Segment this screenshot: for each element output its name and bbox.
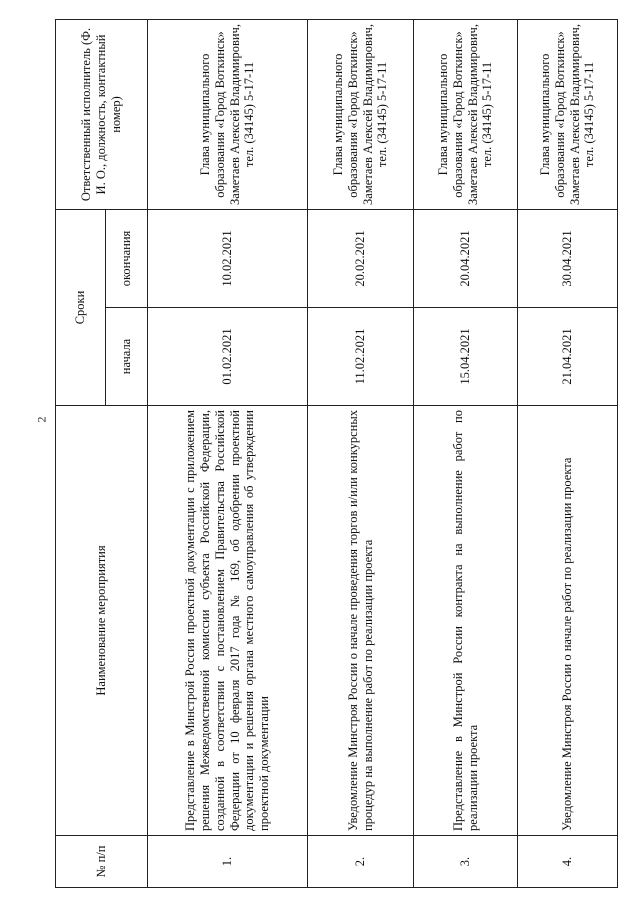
row-executor: Глава муниципального образования «Город Воткинск» Заметаев Алексей Владимирович, тел. (34145) 5-17-11 (308, 19, 414, 209)
row-executor: Глава муниципального образования «Город Воткинск» Заметаев Алексей Владимирович, тел. (34145) 5-17-11 (148, 19, 308, 209)
row-num: 2. (308, 836, 414, 888)
row-num: 3. (414, 836, 518, 888)
header-deadlines: Сроки (56, 209, 106, 405)
page-number: 2 (34, 416, 49, 423)
row-description: Уведомление Минстроя России о начале проведения торгов и/или конкурсных процедур на выполнение работ по реализации проекта (308, 406, 414, 836)
table-row (308, 19, 414, 887)
row-start-date: 15.04.2021 (414, 308, 518, 406)
row-end-date: 20.02.2021 (308, 209, 414, 307)
header-end: окончания (106, 209, 148, 307)
rotated-table-container (55, 20, 597, 888)
row-executor: Глава муниципального образования «Город Воткинск» Заметаев Алексей Владимирович, тел. (34145) 5-17-11 (414, 19, 518, 209)
table-row (518, 19, 618, 887)
row-num: 1. (148, 836, 308, 888)
row-num: 4. (518, 836, 618, 888)
schedule-table (55, 19, 618, 888)
row-start-date: 11.02.2021 (308, 308, 414, 406)
header-executor: Ответственный исполнитель (Ф. И. О., должность, контактный номер) (56, 19, 148, 209)
row-end-date: 20.04.2021 (414, 209, 518, 307)
row-start-date: 21.04.2021 (518, 308, 618, 406)
row-description: Представление в Минстрой России проектной документации с приложением решения Межведомственной комиссии субъекта Российской Федерации, созданной в соответствии с постановлением Правительства Российской Федерации от 10 февраля 2017 года № 169, об одобрении проектной документации и решения органа местного самоуправления об утверждении проектной документации (148, 406, 308, 836)
table-row (414, 19, 518, 887)
row-description: Представление в Минстрой России контракта на выполнение работ по реализации проекта (414, 406, 518, 836)
header-name: Наименование мероприятия (56, 406, 148, 836)
header-start: начала (106, 308, 148, 406)
rotated-table-wrapper (55, 20, 640, 878)
row-end-date: 10.02.2021 (148, 209, 308, 307)
table-row (148, 19, 308, 887)
row-executor: Глава муниципального образования «Город Воткинск» Заметаев Алексей Владимирович, тел. (34145) 5-17-11 (518, 19, 618, 209)
row-description: Уведомление Минстроя России о начале работ по реализации проекта (518, 406, 618, 836)
row-end-date: 30.04.2021 (518, 209, 618, 307)
row-start-date: 01.02.2021 (148, 308, 308, 406)
header-num: № п/п (56, 836, 148, 888)
